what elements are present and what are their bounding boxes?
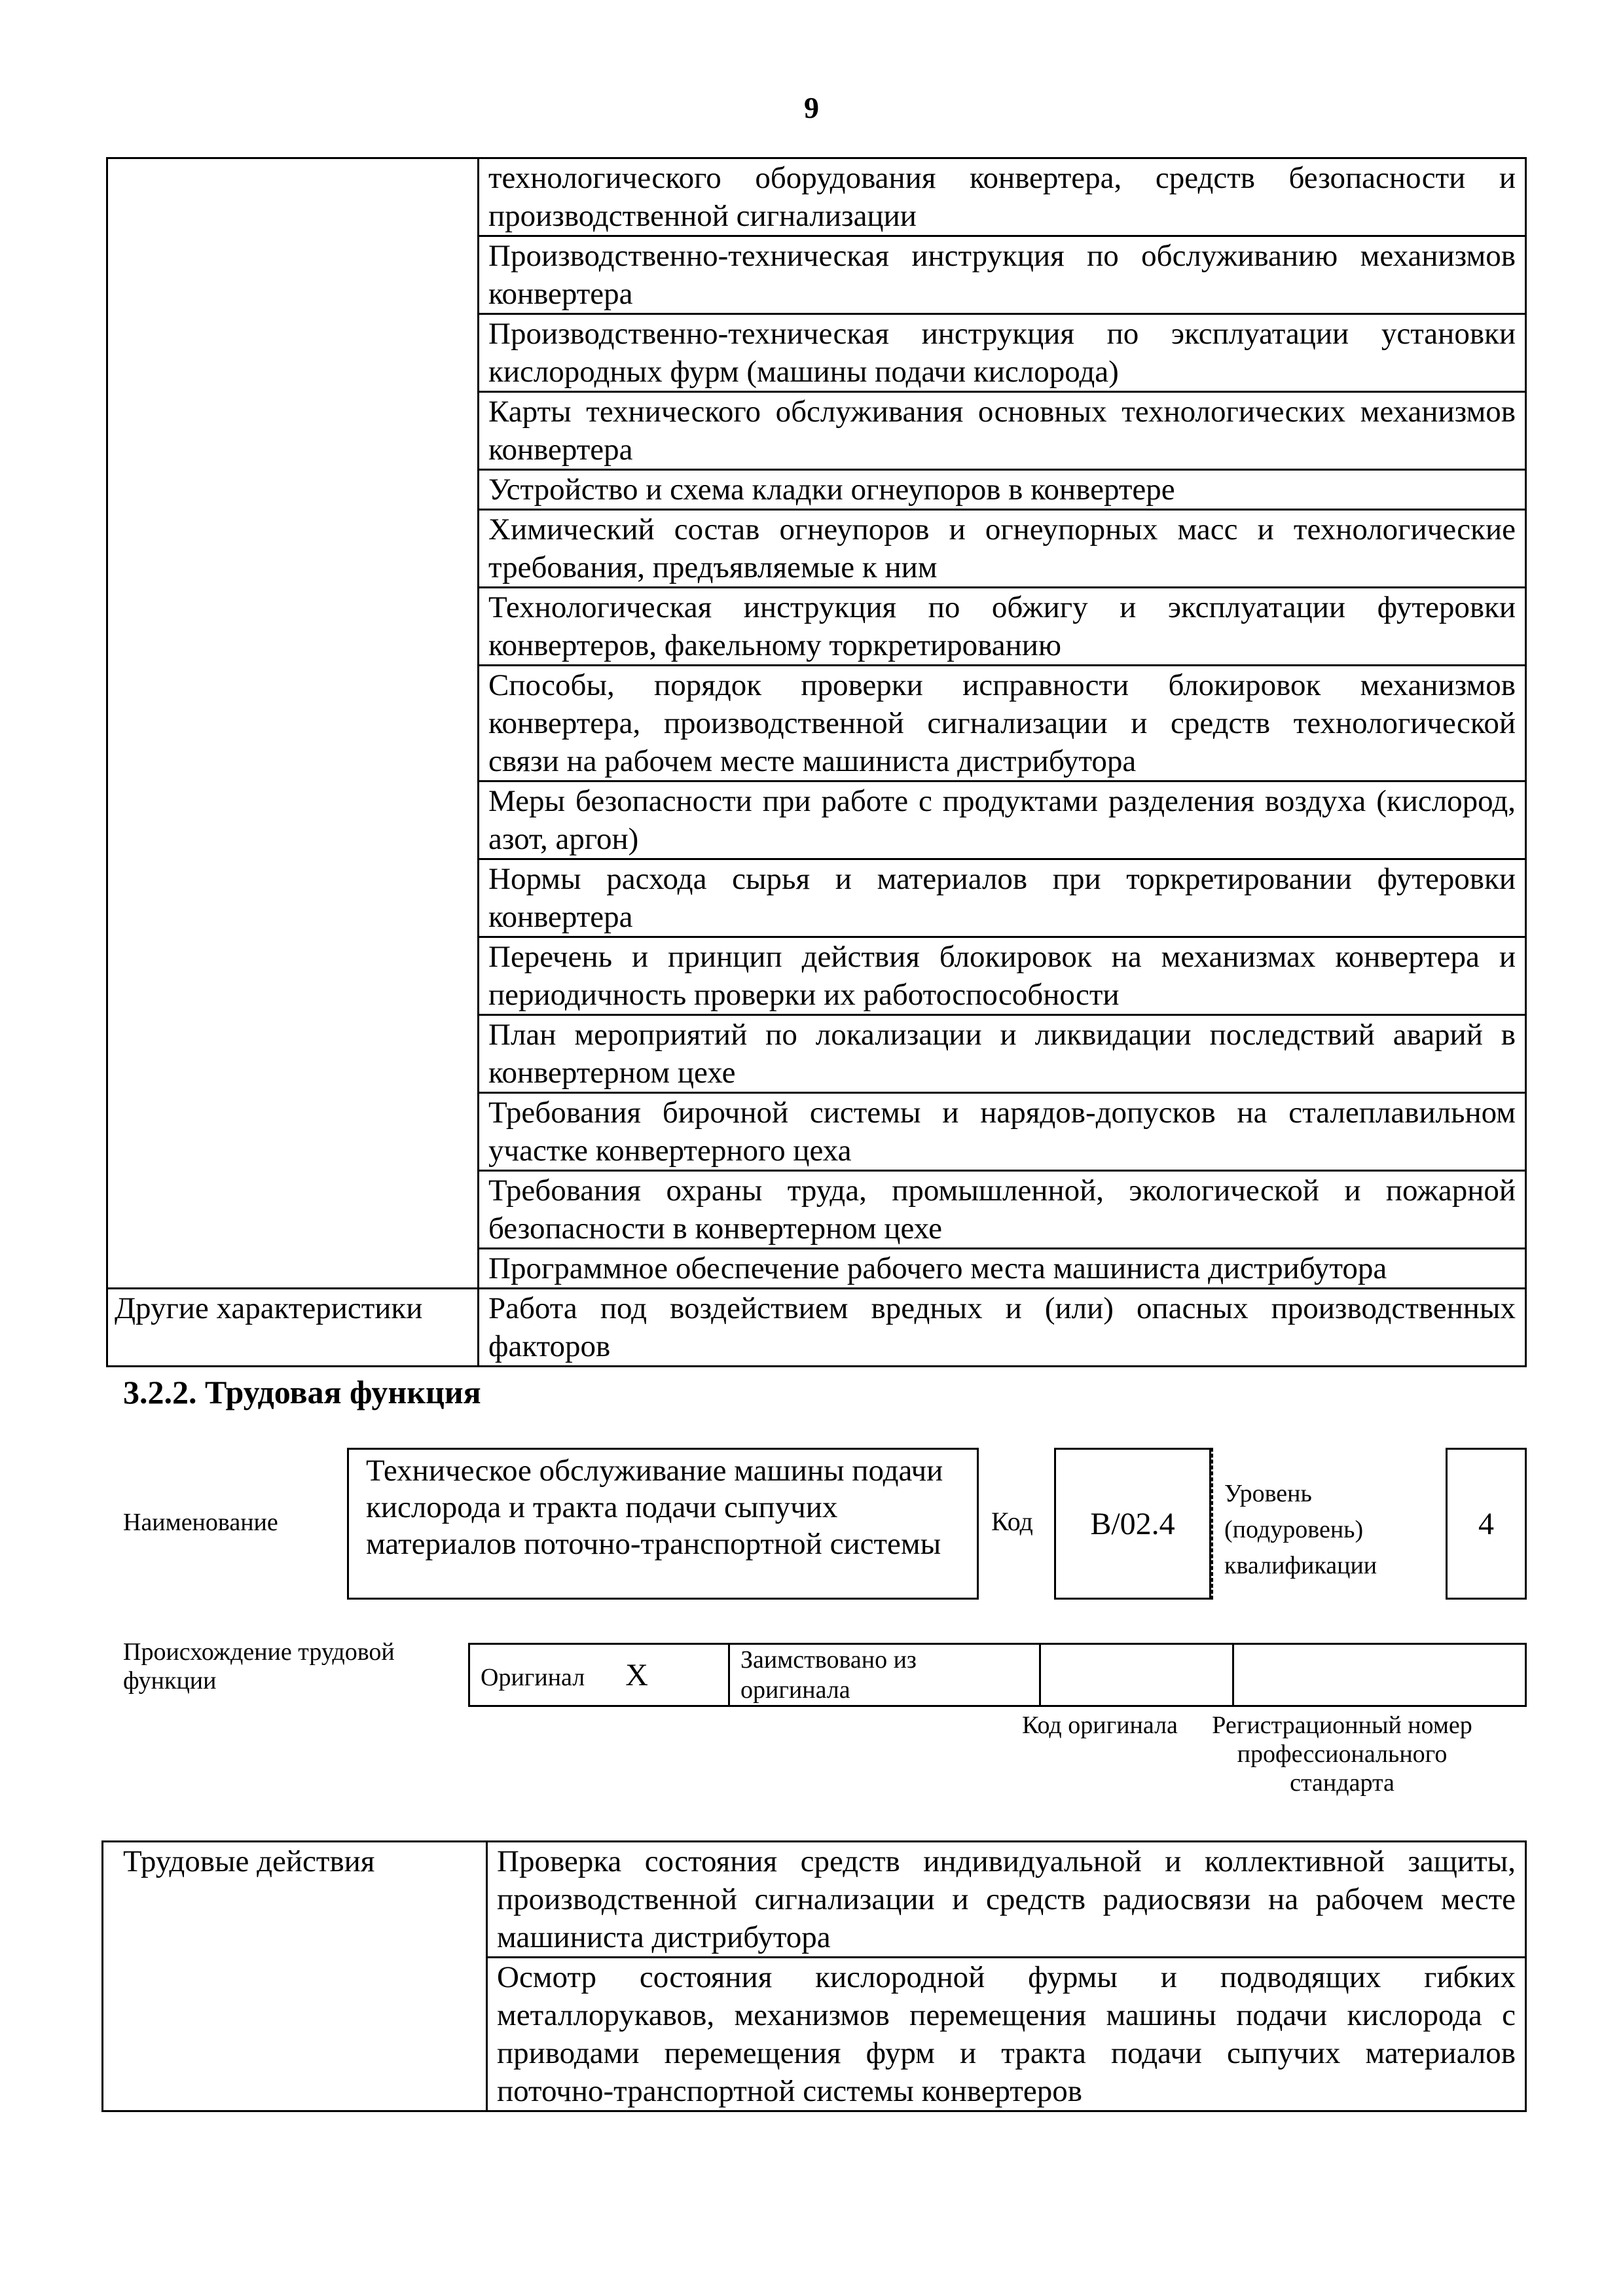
table-cell: План мероприятий по локализации и ликвидации последствий аварий в конвертерном цехе <box>479 1015 1526 1093</box>
origin-table <box>468 1643 1527 1707</box>
knowledge-table <box>106 157 1527 1367</box>
borrowed-cell <box>729 1644 1040 1706</box>
table-cell: Химический состав огнеупоров и огнеупорных масс и технологические требования, предъявляемые к ним <box>479 510 1526 588</box>
table-cell: Программное обеспечение рабочего места машиниста дистрибутора <box>479 1249 1526 1289</box>
actions-table <box>101 1840 1527 2112</box>
table-cell: Производственно-техническая инструкция по обслуживанию механизмов конвертера <box>479 236 1526 314</box>
table-row <box>103 1842 1526 1958</box>
table-cell: Технологическая инструкция по обжигу и эксплуатации футеровки конвертеров, факельному торкретированию <box>479 588 1526 666</box>
page-number: 9 <box>804 91 819 124</box>
table-cell: Осмотр состояния кислородной фурмы и подводящих гибких металлорукавов, механизмов перемещения машины подачи кислорода с приводами перемещения фурм и тракта подачи сыпучих материалов поточно-транспортной системы конвертеров <box>487 1958 1526 2111</box>
original-mark: X <box>625 1657 648 1693</box>
table-cell: Устройство и схема кладки огнеупоров в конвертере <box>479 470 1526 510</box>
table-cell: Производственно-техническая инструкция по эксплуатации установки кислородных фурм (машины подачи кислорода) <box>479 314 1526 392</box>
section-heading: 3.2.2. Трудовая функция <box>123 1374 481 1410</box>
table-row <box>107 158 1526 236</box>
reg-number-caption: Регистрационный номер профессионального стандарта <box>1212 1712 1472 1797</box>
table-cell: Способы, порядок проверки исправности блокировок механизмов конвертера, производственной сигнализации и средств технологической связи на рабочем месте машиниста дистрибутора <box>479 666 1526 781</box>
knowledge-label-cell <box>107 158 479 1289</box>
reg-number-cell <box>1233 1644 1526 1706</box>
original-label: Оригинал <box>481 1663 585 1691</box>
borrowed-label: Заимствовано из оригинала <box>740 1646 917 1704</box>
table-cell: Перечень и принцип действия блокировок на механизмах конвертера и периодичность проверки их работоспособности <box>479 937 1526 1015</box>
table-cell: Нормы расхода сырья и материалов при торкретировании футеровки конвертера <box>479 859 1526 937</box>
table-cell: Требования охраны труда, промышленной, экологической и пожарной безопасности в конвертерном цехе <box>479 1171 1526 1249</box>
level-label-line: (подуровень) <box>1224 1516 1364 1543</box>
name-label: Наименование <box>123 1509 278 1536</box>
other-characteristics-value: Работа под воздействием вредных и (или) опасных производственных факторов <box>479 1289 1526 1367</box>
table-cell: Проверка состояния средств индивидуальной и коллективной защиты, производственной сигнализации и средств радиосвязи на рабочем месте машиниста дистрибутора <box>487 1842 1526 1958</box>
level-label <box>1224 1476 1377 1584</box>
code-value-box: B/02.4 <box>1054 1448 1211 1600</box>
code-label: Код <box>991 1507 1033 1536</box>
dashed-separator <box>1211 1448 1213 1600</box>
actions-label: Трудовые действия <box>103 1842 487 2111</box>
other-characteristics-label: Другие характеристики <box>107 1289 479 1367</box>
original-code-cell <box>1040 1644 1233 1706</box>
table-cell: Меры безопасности при работе с продуктами разделения воздуха (кислород, азот, аргон) <box>479 781 1526 859</box>
level-label-line: квалификации <box>1224 1552 1377 1579</box>
original-cell <box>469 1644 729 1706</box>
level-value-box: 4 <box>1446 1448 1527 1600</box>
level-label-line: Уровень <box>1224 1480 1312 1507</box>
table-cell: технологического оборудования конвертера, средств безопасности и производственной сигнализации <box>479 158 1526 236</box>
table-row <box>107 1289 1526 1367</box>
table-cell: Карты технического обслуживания основных технологических механизмов конвертера <box>479 392 1526 470</box>
origin-label: Происхождение трудовой функции <box>123 1638 395 1695</box>
table-cell: Требования бирочной системы и нарядов-допусков на сталеплавильном участке конвертерного цеха <box>479 1093 1526 1171</box>
code-original-caption: Код оригинала <box>1022 1712 1178 1739</box>
function-name-box: Техническое обслуживание машины подачи кислорода и тракта подачи сыпучих материалов поточно-транспортной системы <box>347 1448 979 1600</box>
